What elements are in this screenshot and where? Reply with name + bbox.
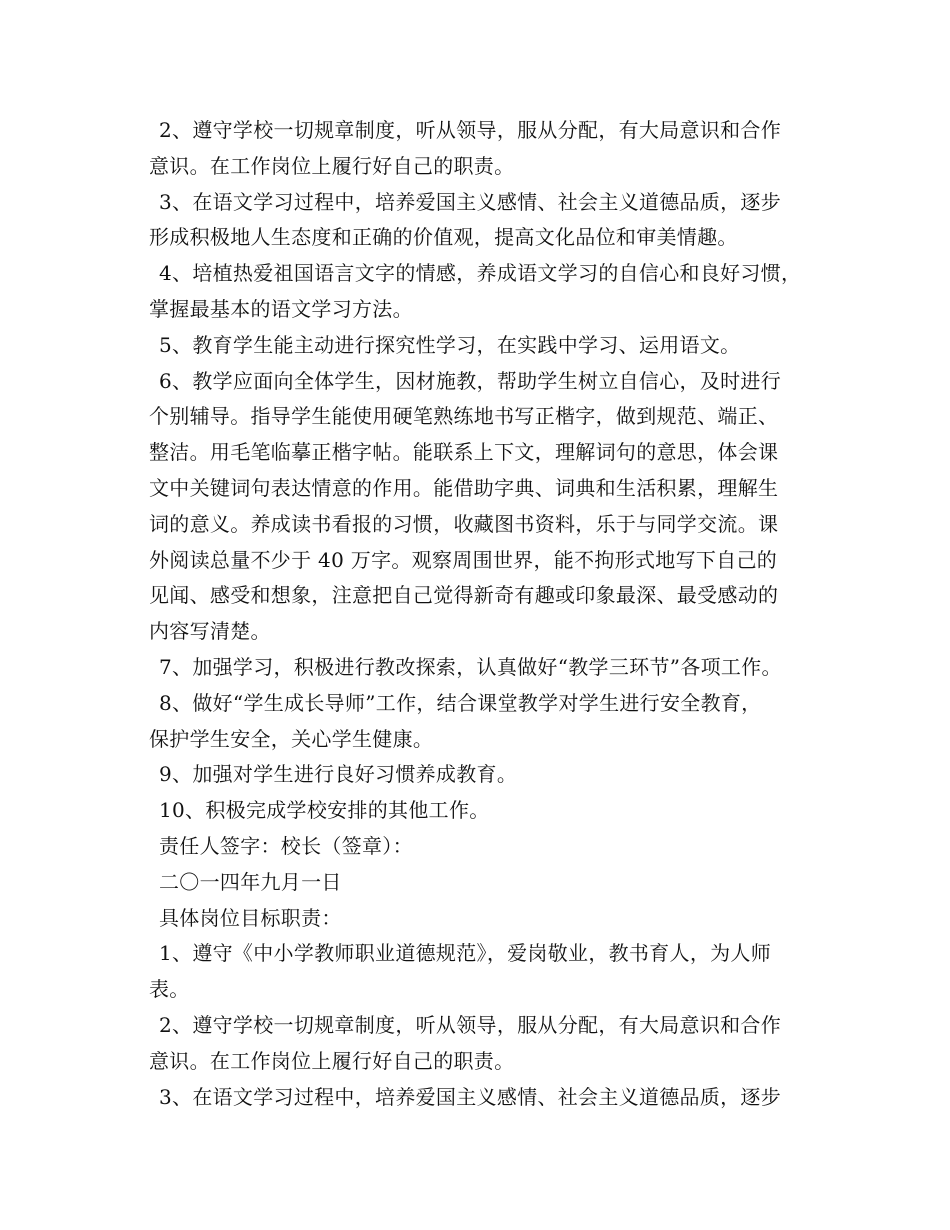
paragraph bbox=[139, 1008, 829, 1080]
text-line: 内容写清楚。 bbox=[149, 619, 271, 644]
paragraph bbox=[139, 936, 829, 1008]
paragraph bbox=[139, 328, 829, 364]
text-line: 意识。在工作岗位上履行好自己的职责。 bbox=[149, 1048, 515, 1073]
paragraph bbox=[139, 1080, 829, 1116]
text-line: 9、加强对学生进行良好习惯养成教育。 bbox=[159, 762, 518, 787]
text-line: 责任人签字：校长（签章）： bbox=[159, 833, 413, 858]
text-line: 5、教育学生能主动进行探究性学习，在实践中学习、运用语文。 bbox=[159, 332, 741, 357]
paragraph bbox=[139, 113, 829, 185]
text-line: 6、教学应面向全体学生，因材施教，帮助学生树立自信心，及时进行 bbox=[159, 368, 782, 393]
paragraph bbox=[139, 865, 829, 901]
text-line: 形成积极地人生态度和正确的价值观，提高文化品位和审美情趣。 bbox=[149, 225, 738, 250]
text-line: 文中关键词句表达情意的作用。能借助字典、词典和生活积累，理解生 bbox=[149, 475, 779, 500]
text-line: 4、培植热爱祖国语言文字的情感，养成语文学习的自信心和良好习惯， bbox=[159, 261, 802, 286]
paragraph bbox=[139, 650, 829, 686]
text-line: 个别辅导。指导学生能使用硬笔熟练地书写正楷字，做到规范、端正、 bbox=[149, 404, 779, 429]
paragraph bbox=[139, 757, 829, 793]
text-line: 见闻、感受和想象，注意把自己觉得新奇有趣或印象最深、最受感动的 bbox=[149, 583, 779, 608]
text-line: 2、遵守学校一切规章制度，听从领导，服从分配，有大局意识和合作 bbox=[159, 118, 782, 142]
text-line: 整洁。用毛笔临摹正楷字帖。能联系上下文，理解词句的意思，体会课 bbox=[149, 440, 779, 465]
paragraph bbox=[139, 364, 829, 650]
text-line: 3、在语文学习过程中，培养爱国主义感情、社会主义道德品质，逐步 bbox=[159, 1084, 782, 1109]
paragraph bbox=[139, 901, 829, 937]
text-line: 词的意义。养成读书看报的习惯，收藏图书资料，乐于与同学交流。课 bbox=[149, 511, 779, 536]
text-line: 3、在语文学习过程中，培养爱国主义感情、社会主义道德品质，逐步 bbox=[159, 189, 782, 214]
text-line: 掌握最基本的语文学习方法。 bbox=[149, 296, 413, 321]
document-body bbox=[139, 113, 829, 1115]
text-line: 意识。在工作岗位上履行好自己的职责。 bbox=[149, 153, 515, 178]
paragraph bbox=[139, 829, 829, 865]
text-line: 1、遵守《中小学教师职业道德规范》，爱岗敬业，教书育人，为人师 bbox=[159, 941, 772, 966]
text-line: 表。 bbox=[149, 977, 190, 1002]
text-line: 保护学生安全，关心学生健康。 bbox=[149, 726, 434, 751]
text-line: 具体岗位目标职责： bbox=[159, 905, 342, 930]
paragraph bbox=[139, 793, 829, 829]
text-line: 外阅读总量不少于 40 万字。观察周围世界，能不拘形式地写下自己的 bbox=[149, 547, 778, 572]
paragraph bbox=[139, 185, 829, 257]
text-line: 2、遵守学校一切规章制度，听从领导，服从分配，有大局意识和合作 bbox=[159, 1012, 782, 1037]
text-line: 二〇一四年九月一日 bbox=[159, 869, 342, 894]
text-line: 7、加强学习，积极进行教改探索，认真做好“教学三环节”各项工作。 bbox=[159, 654, 782, 679]
text-line: 8、做好“学生成长导师”工作，结合课堂教学对学生进行安全教育， bbox=[159, 690, 762, 715]
paragraph bbox=[139, 256, 829, 328]
text-line: 10、积极完成学校安排的其他工作。 bbox=[159, 798, 490, 823]
paragraph bbox=[139, 686, 829, 758]
